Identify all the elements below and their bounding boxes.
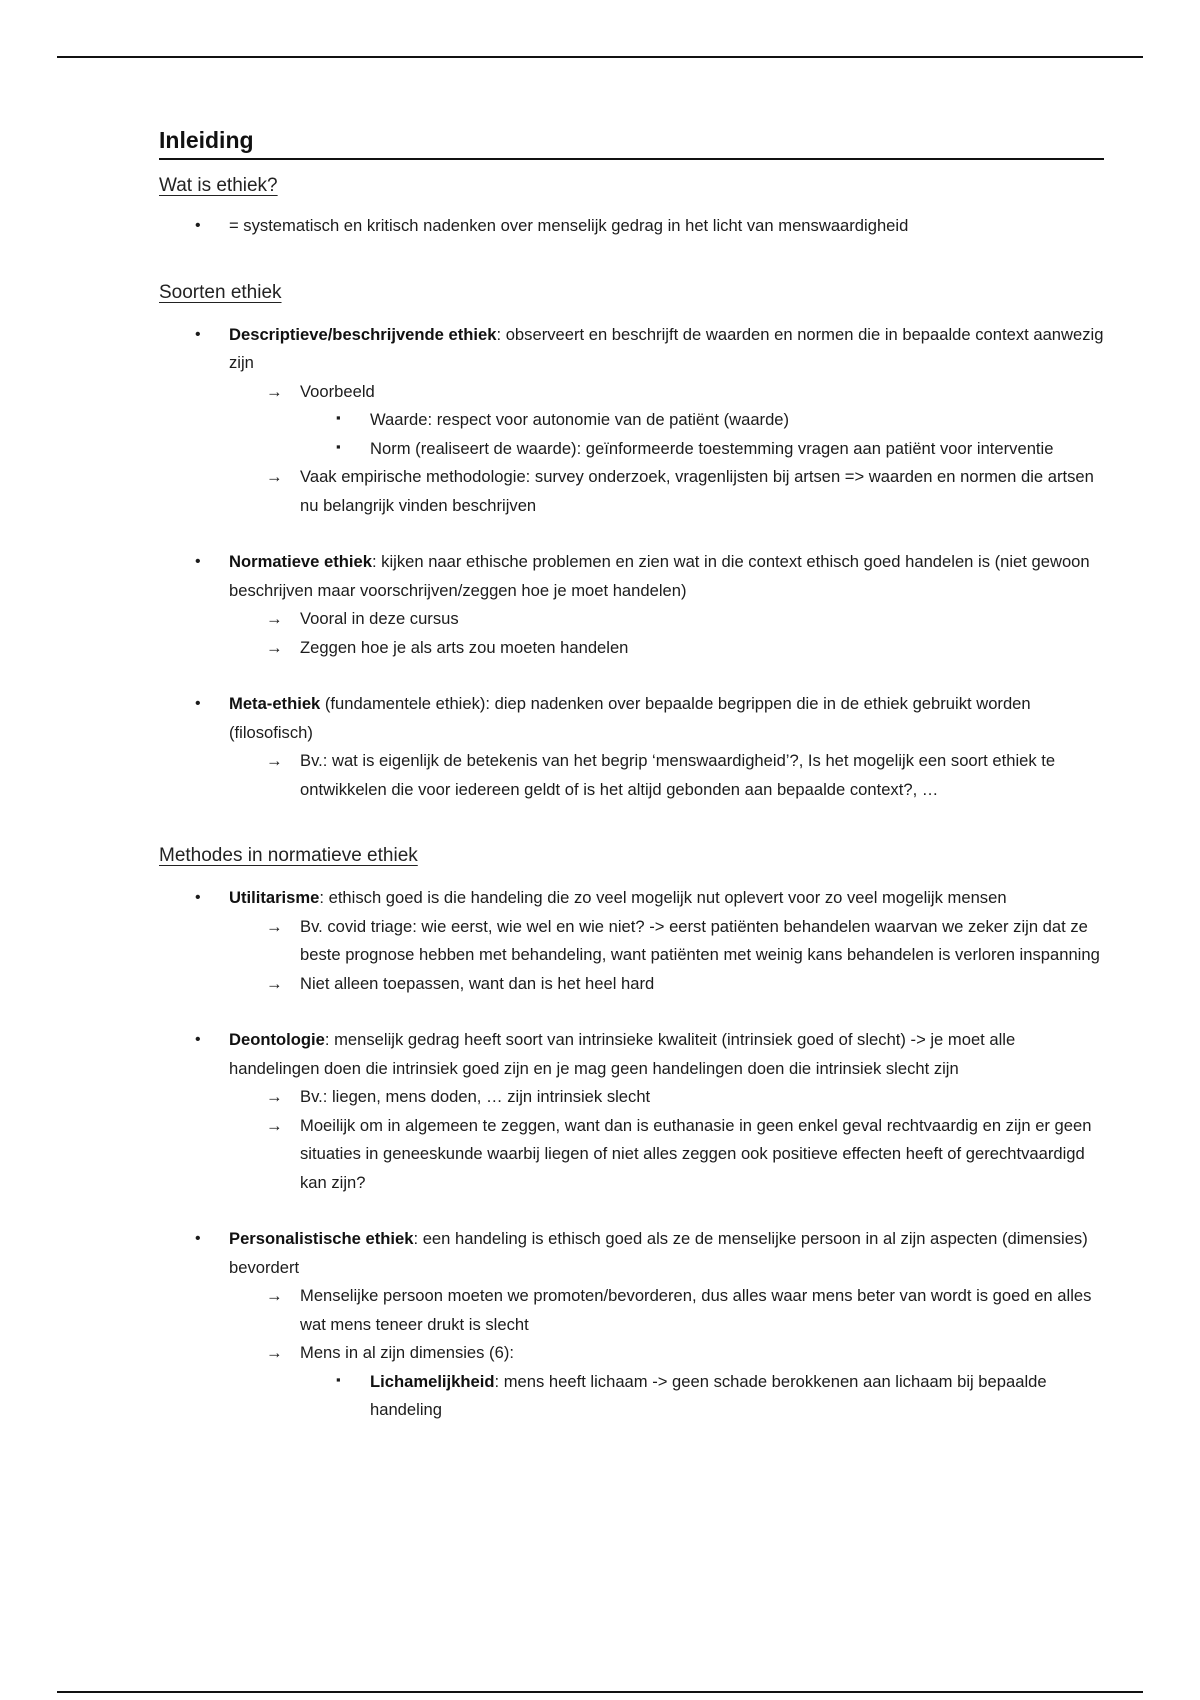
arrow-icon: →: [266, 916, 283, 936]
list-item-normatieve: [159, 548, 1104, 605]
term: Descriptieve/beschrijvende ethiek: [229, 324, 497, 344]
sub-item: [159, 378, 1104, 407]
sub-item: [159, 913, 1104, 970]
arrow-icon: →: [266, 637, 283, 657]
sub-sub-item: [159, 435, 1104, 464]
description: : een handeling is ethisch goed als ze de menselijke persoon in al zijn aspecten (dimensies) bevordert: [229, 1229, 1088, 1277]
term: Deontologie: [229, 1030, 325, 1049]
arrow-icon: →: [266, 1343, 283, 1362]
arrow-icon: →: [266, 609, 283, 628]
term: Lichamelijkheid: [370, 1371, 495, 1391]
arrow-icon: →: [266, 1087, 283, 1106]
term: Meta-ethiek: [229, 694, 321, 713]
term: Personalistische ethiek: [229, 1229, 414, 1248]
section-title-methodes: Methodes in normatieve ethiek: [159, 845, 418, 866]
section-title-wat-is: Wat is ethiek?: [159, 175, 278, 196]
description: : kijken naar ethische problemen en zien wat in die context ethisch goed handelen is (niet gewoon beschrijven maar voorschrijven/zeggen hoe je moet handelen): [229, 552, 1090, 600]
bullet-icon: •: [195, 325, 201, 343]
list-item: [159, 212, 1104, 241]
description: : ethisch goed is die handeling die zo veel mogelijk nut oplevert voor zo veel mogelijk mensen: [319, 888, 1007, 907]
bullet-icon: •: [195, 1230, 201, 1247]
term: Utilitarisme: [229, 888, 320, 907]
sub-item: [159, 1339, 1104, 1368]
arrow-icon: →: [266, 467, 283, 486]
square-bullet-icon: ▪: [336, 1371, 341, 1387]
description: : menselijk gedrag heeft soort van intrinsieke kwaliteit (intrinsiek goed of slecht) -> je moet alle handelingen doen die intrinsiek goed zijn en je mag geen handelingen doen die intrinsiek slecht zijn: [229, 1030, 1016, 1078]
square-bullet-icon: ▪: [336, 438, 341, 454]
sub-sub-item: [159, 1368, 1104, 1425]
sub-item: [159, 1112, 1104, 1198]
sub-item-text: Zeggen hoe je als arts zou moeten handelen: [300, 637, 629, 657]
chapter-title: Inleiding: [159, 126, 1104, 160]
sub-item-text: Bv. covid triage: wie eerst, wie wel en wie niet? -> eerst patiënten behandelen waarvan we zeker zijn dat ze beste prognose hebben met behandeling, want patiënten met weinig kans behandelen is verloren inspanning: [300, 916, 1100, 964]
definition-text: = systematisch en kritisch nadenken over menselijk gedrag in het licht van menswaardigheid: [229, 216, 909, 235]
arrow-icon: →: [266, 1286, 283, 1305]
sub-item: [159, 970, 1104, 999]
bullet-icon: •: [195, 695, 201, 712]
arrow-icon: →: [266, 973, 283, 993]
sub-item-text: Bv.: wat is eigenlijk de betekenis van het begrip ‘menswaardigheid’?, Is het mogelijk een soort ethiek te ontwikkelen die voor iedereen geldt of is het altijd gebonden aan bepaalde context?, …: [300, 751, 1056, 799]
sub-sub-item-text: Waarde: respect voor autonomie van de patiënt (waarde): [370, 410, 790, 429]
sub-sub-item: [159, 406, 1104, 435]
sub-item-text: Niet alleen toepassen, want dan is het heel hard: [300, 973, 655, 993]
description: : mens heeft lichaam -> geen schade berokkenen aan lichaam bij bepaalde handeling: [370, 1371, 1047, 1419]
list-item-meta: [159, 690, 1104, 747]
sub-item-text: Bv.: liegen, mens doden, … zijn intrinsiek slecht: [300, 1087, 651, 1106]
term: Normatieve ethiek: [229, 552, 372, 571]
section-title-soorten: Soorten ethiek: [159, 281, 282, 303]
arrow-icon: →: [266, 381, 283, 401]
sub-item-text: Vooral in deze cursus: [300, 609, 459, 628]
sub-item: [159, 634, 1104, 663]
sub-item-text: Mens in al zijn dimensies (6):: [300, 1343, 514, 1362]
bullet-icon: •: [195, 217, 201, 234]
sub-item-text: Moeilijk om in algemeen te zeggen, want dan is euthanasie in geen enkel geval rechtvaardig en zijn er geen situaties in geneeskunde waarbij liegen of niet alles zeggen ook positieve effecten heeft of gerechtvaardigd kan zijn?: [300, 1115, 1092, 1192]
footer-rule: [57, 1691, 1143, 1693]
sub-item: [159, 1083, 1104, 1112]
list-item-deontologie: [159, 1026, 1104, 1083]
sub-item: [159, 605, 1104, 634]
list-item-utilitarisme: [159, 884, 1104, 913]
sub-item: [159, 1282, 1104, 1339]
sub-item-text: Vaak empirische methodologie: survey onderzoek, vragenlijsten bij artsen => waarden en normen die artsen nu belangrijk vinden beschrijven: [300, 467, 1094, 515]
bullet-icon: •: [195, 889, 201, 906]
header-rule: [57, 56, 1143, 58]
sub-item: [159, 463, 1104, 520]
arrow-icon: →: [266, 751, 283, 770]
description: (fundamentele ethiek): diep nadenken over bepaalde begrippen die in de ethiek gebruikt worden (filosofisch): [229, 694, 1031, 742]
sub-item-text: Voorbeeld: [300, 381, 375, 401]
sub-sub-item-text: Norm (realiseert de waarde): geïnformeerde toestemming vragen aan patiënt voor interventie: [370, 438, 1054, 458]
arrow-icon: →: [266, 1115, 283, 1135]
description: : observeert en beschrijft de waarden en normen die in bepaalde context aanwezig zijn: [229, 324, 1104, 372]
list-item-personalistisch: [159, 1225, 1104, 1282]
bullet-icon: •: [195, 553, 201, 570]
sub-item: [159, 747, 1104, 804]
bullet-icon: •: [195, 1031, 201, 1048]
square-bullet-icon: ▪: [336, 410, 341, 425]
document-body: [159, 126, 1104, 1425]
sub-item-text: Menselijke persoon moeten we promoten/bevorderen, dus alles waar mens beter van wordt is goed en alles wat mens teneer drukt is slecht: [300, 1286, 1092, 1334]
list-item-descriptieve: [159, 321, 1104, 378]
